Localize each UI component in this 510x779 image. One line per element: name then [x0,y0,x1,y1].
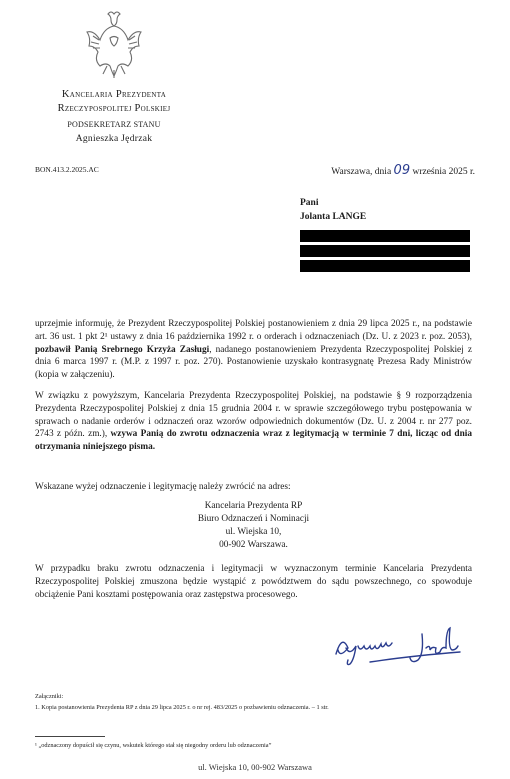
redaction-bar [300,245,470,257]
paragraph-2-bold: wzywa Panią do zwrotu odznaczenia wraz z legitymacją w terminie 7 dni, licząc od dnia otrzymania niniejszego pisma. [35,429,473,453]
office-name-line2: Rzeczypospolitej Polskiej [57,103,171,114]
date-day-handwritten: 09 [393,163,411,178]
signatory-position: PODSEKRETARZ STANU [67,120,161,129]
date-suffix: września 2025 r. [412,167,475,177]
paragraph-3: Wskazane wyżej odznaczenie i legitymację należy zwrócić na adres: [35,482,291,492]
paragraph-2-text: W związku z powyższym, Kancelaria Prezydenta Rzeczypospolitej Polskiej, na podstawie § 9 rozporządzenia Prezydenta Rzeczypospolitej Polskiej z dnia 15 grudnia 2004 r. w sprawie szczegółowego trybu postępowania w sprawach o nadanie orderów i odznaczeń oraz wzorów odpowiednich dokumentów (Dz. U. z 2004 r. nr 277 poz. 2743 z późn. zm.), [35,391,472,440]
paragraph-4: W przypadku braku zwrotu odznaczenia i legitymacji w wyznaczonym terminie Kancelaria Prezydenta Rzeczypospolitej Polskiej zmuszona będzie wystąpić z powództwem do sądu powszechnego, co spowoduje obciążenie Pani kosztami postępowania oraz zastępstwa procesowego. [35,564,472,600]
return-address-line3: ul. Wiejska 10, [225,527,282,537]
footnote: ¹ „odznaczony dopuścił się czynu, wskutek którego stał się niegodny orderu lub odznaczenia” [35,742,272,749]
paragraph-2 [35,390,472,454]
footnote-divider [35,736,105,737]
return-address-line1: Kancelaria Prezydenta RP [204,501,303,511]
addressee-salutation: Pani [300,198,319,208]
attachment-item-1: 1. Kopia postanowienia Prezydenta RP z dnia 29 lipca 2025 r. o nr rej. 483/2025 o pozbawieniu odznaczenia. – 1 str. [35,704,329,711]
attachments-label: Załączniki: [35,693,64,700]
paragraph-1-text-end: , nadanego postanowieniem Prezydenta Rzeczypospolitej Polskiej z dnia 6 marca 1997 r. (M.P. z 1997 r. poz. 270). Postanowienie uzyskało kontrasygnatę Prezesa Rady Ministrów (kopia w załączeniu). [35,344,472,381]
paragraph-1-bold: pozbawił Panią Srebrnego Krzyża Zasługi [35,344,210,355]
reference-number: BON.413.2.2025.AC [35,165,99,174]
footer-address: ul. Wiejska 10, 00-902 Warszawa [198,762,312,772]
redaction-bar [300,230,470,242]
redaction-bar [300,260,470,272]
paragraph-1 [35,318,472,382]
date-line [331,163,475,178]
return-address-line4: 00-902 Warszawa. [219,540,288,550]
addressee-name: Jolanta LANGE [300,212,367,222]
return-address-line2: Biuro Odznaczeń i Nominacji [197,514,310,524]
office-name-line1: Kancelaria Prezydenta [61,89,167,100]
paragraph-1-text: uprzejmie informuję, że Prezydent Rzeczypospolitej Polskiej postanowieniem z dnia 29 lipca 2025 r., na podstawie art. 36 ust. 1 pkt 2¹ ustawy z dnia 16 października 1992 r. o orderach i odznaczeniach (Dz. U. z 2023 r. poz. 2053), [35,319,472,342]
eagle-emblem [85,8,143,80]
handwritten-signature [330,622,480,677]
signatory-name: Agnieszka Jędrzak [75,134,153,144]
date-prefix: Warszawa, dnia [331,167,392,177]
